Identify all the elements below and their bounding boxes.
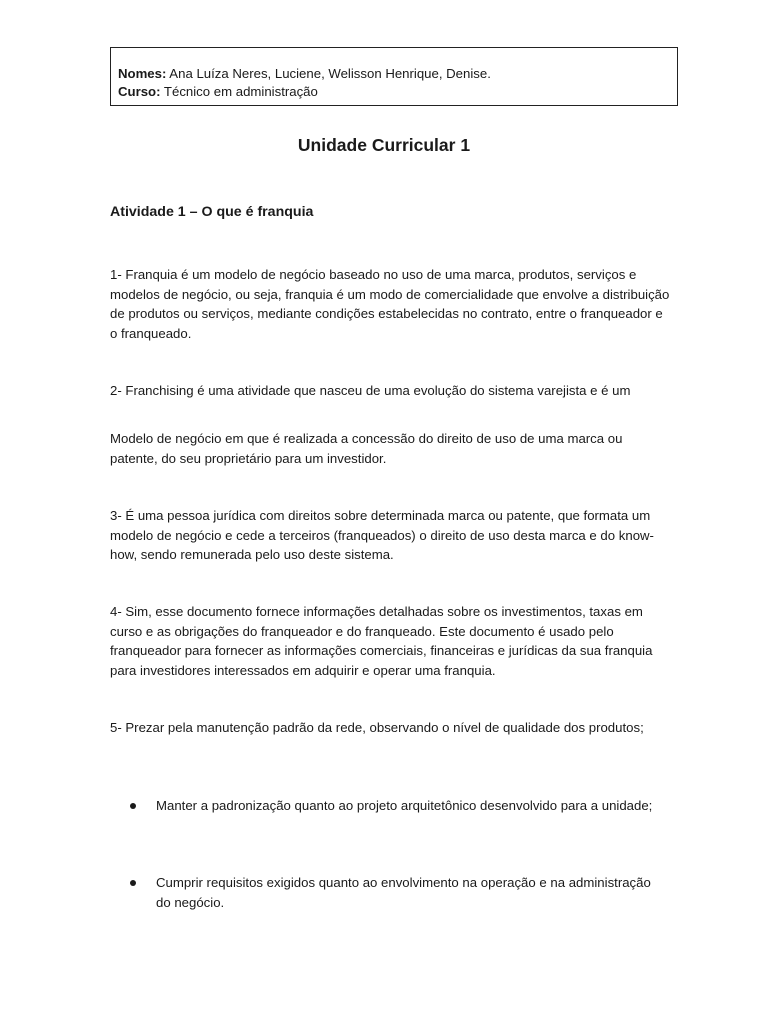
answer-5: 5- Prezar pela manutenção padrão da rede, observando o nível de qualidade dos produtos; [110, 720, 644, 735]
bullet-text: Manter a padronização quanto ao projeto arquitetônico desenvolvido para a unidade; [156, 798, 653, 813]
course-label: Curso: [118, 84, 161, 99]
answer-3: 3- É uma pessoa jurídica com direitos sobre determinada marca ou patente, que formata um modelo de negócio e cede a terceiros (franqueados) o direito de uso desta marca e do know-how, sendo remunerada pelo uso deste sistema. [110, 508, 654, 562]
names-line [118, 65, 677, 83]
answer-1: 1- Franquia é um modelo de negócio baseado no uso de uma marca, produtos, serviços e modelos de negócio, ou seja, franquia é um modo de comercialidade que envolve a distribuição de produtos ou serviços, mediante condições estabelecidas no contrato, entre o franqueador e o franqueado. [110, 267, 670, 341]
course-line [118, 83, 677, 101]
activity-heading: Atividade 1 – O que é franquia [110, 204, 314, 220]
bullet-item [156, 873, 656, 912]
bullet-text: Cumprir requisitos exigidos quanto ao envolvimento na operação e na administração do negócio. [156, 875, 651, 910]
bullet-item [156, 796, 656, 816]
names-label: Nomes: [118, 66, 167, 81]
answer-2-part-1: 2- Franchising é uma atividade que nasceu de uma evolução do sistema varejista e é um [110, 383, 631, 398]
bullet-dot-icon [130, 880, 136, 886]
bullet-dot-icon [130, 803, 136, 809]
answer-2-part-2: Modelo de negócio em que é realizada a concessão do direito de uso de uma marca ou patente, do seu proprietário para um investidor. [110, 431, 623, 466]
header-info-box [110, 47, 678, 106]
course-value: Técnico em administração [160, 84, 318, 99]
names-value: Ana Luíza Neres, Luciene, Welisson Henrique, Denise. [166, 66, 491, 81]
document-title: Unidade Curricular 1 [297, 135, 471, 155]
answer-4: 4- Sim, esse documento fornece informações detalhadas sobre os investimentos, taxas em curso e as obrigações do franqueador e do franqueado. Este documento é usado pelo franqueador para fornecer as informações comerciais, financeiras e jurídicas da sua franquia para investidores interessados em adquirir e operar uma franquia. [110, 604, 653, 678]
